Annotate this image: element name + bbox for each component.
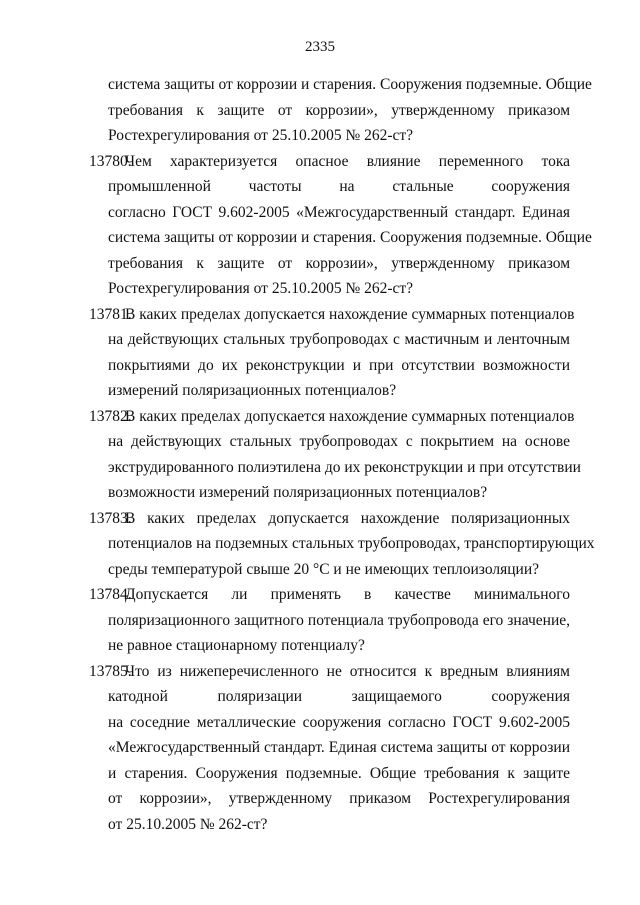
text-line: В каких пределах допускается нахождение поляризационных (125, 509, 570, 527)
text-line: система защиты от коррозии и старения. Сооружения подземные. Общие (108, 229, 592, 246)
text-line: согласно ГОСТ 9.602-2005 «Межгосударственный стандарт. Единая (108, 203, 570, 221)
text-line: измерений поляризационных потенциалов? (108, 382, 397, 399)
text-line: В каких пределах допускается нахождение суммарных потенциалов (125, 407, 575, 425)
text-line: система защиты от коррозии и старения. Сооружения подземные. Общие (108, 76, 592, 93)
text-line: катодной поляризации защищаемого сооружения (108, 688, 570, 705)
continuation-paragraph (89, 72, 592, 149)
text-line: экструдированного полиэтилена до их реконструкции и при отсутствии (108, 458, 581, 476)
text-line: на действующих стальных трубопроводах с покрытием на основе (108, 433, 570, 450)
text-line: требования к защите от коррозии», утвержденному приказом (108, 101, 570, 119)
text-line: возможности измерений поляризационных потенциалов? (108, 484, 488, 501)
question-number: 13782. (89, 407, 132, 425)
question-number: 13780. (89, 152, 132, 170)
text-line: на соседние металлические сооружения согласно ГОСТ 9.602-2005 (108, 713, 570, 731)
text-line: Что из нижеперечисленного не относится к вредным влияниям (125, 662, 570, 680)
text-line: и старения. Сооружения подземные. Общие требования к защите (108, 764, 570, 782)
question-number: 13781. (89, 305, 132, 323)
question-13783 (89, 506, 595, 583)
text-line: на действующих стальных трубопроводах с мастичным и ленточным (108, 331, 570, 348)
text-line: Ростехрегулирования от 25.10.2005 № 262-ст? (108, 280, 414, 297)
text-line: Допускается ли применять в качестве минимального (125, 586, 570, 603)
text-line: среды температурой свыше 20 °С и не имеющих теплоизоляции? (108, 560, 539, 578)
text-line: требования к защите от коррозии», утвержденному приказом (108, 254, 570, 272)
text-line: потенциалов на подземных стальных трубопроводах, транспортирующих (108, 535, 595, 552)
question-13782 (89, 404, 581, 506)
question-13785 (89, 659, 570, 838)
page-number: 2335 (305, 39, 335, 55)
question-13781 (89, 302, 575, 404)
text-line: В каких пределах допускается нахождение суммарных потенциалов (125, 305, 575, 323)
text-line: Ростехрегулирования от 25.10.2005 № 262-ст? (108, 127, 414, 144)
text-line: Чем характеризуется опасное влияние переменного тока (125, 152, 570, 170)
document-body (89, 72, 595, 837)
question-number: 13784. (89, 586, 132, 603)
question-number: 13785. (89, 662, 132, 680)
question-13780 (89, 149, 592, 302)
text-line: от 25.10.2005 № 262-ст? (108, 815, 268, 833)
text-line: от коррозии», утвержденному приказом Ростехрегулирования (108, 790, 570, 807)
text-line: промышленной частоты на стальные сооружения (108, 178, 570, 195)
text-line: покрытиями до их реконструкции и при отсутствии возможности (108, 356, 570, 374)
text-line: не равное стационарному потенциалу? (108, 637, 365, 654)
question-number: 13783. (89, 509, 132, 527)
question-13784 (89, 582, 570, 659)
text-line: поляризационного защитного потенциала трубопровода его значение, (108, 611, 570, 629)
text-line: «Межгосударственный стандарт. Единая система защиты от коррозии (108, 739, 570, 756)
